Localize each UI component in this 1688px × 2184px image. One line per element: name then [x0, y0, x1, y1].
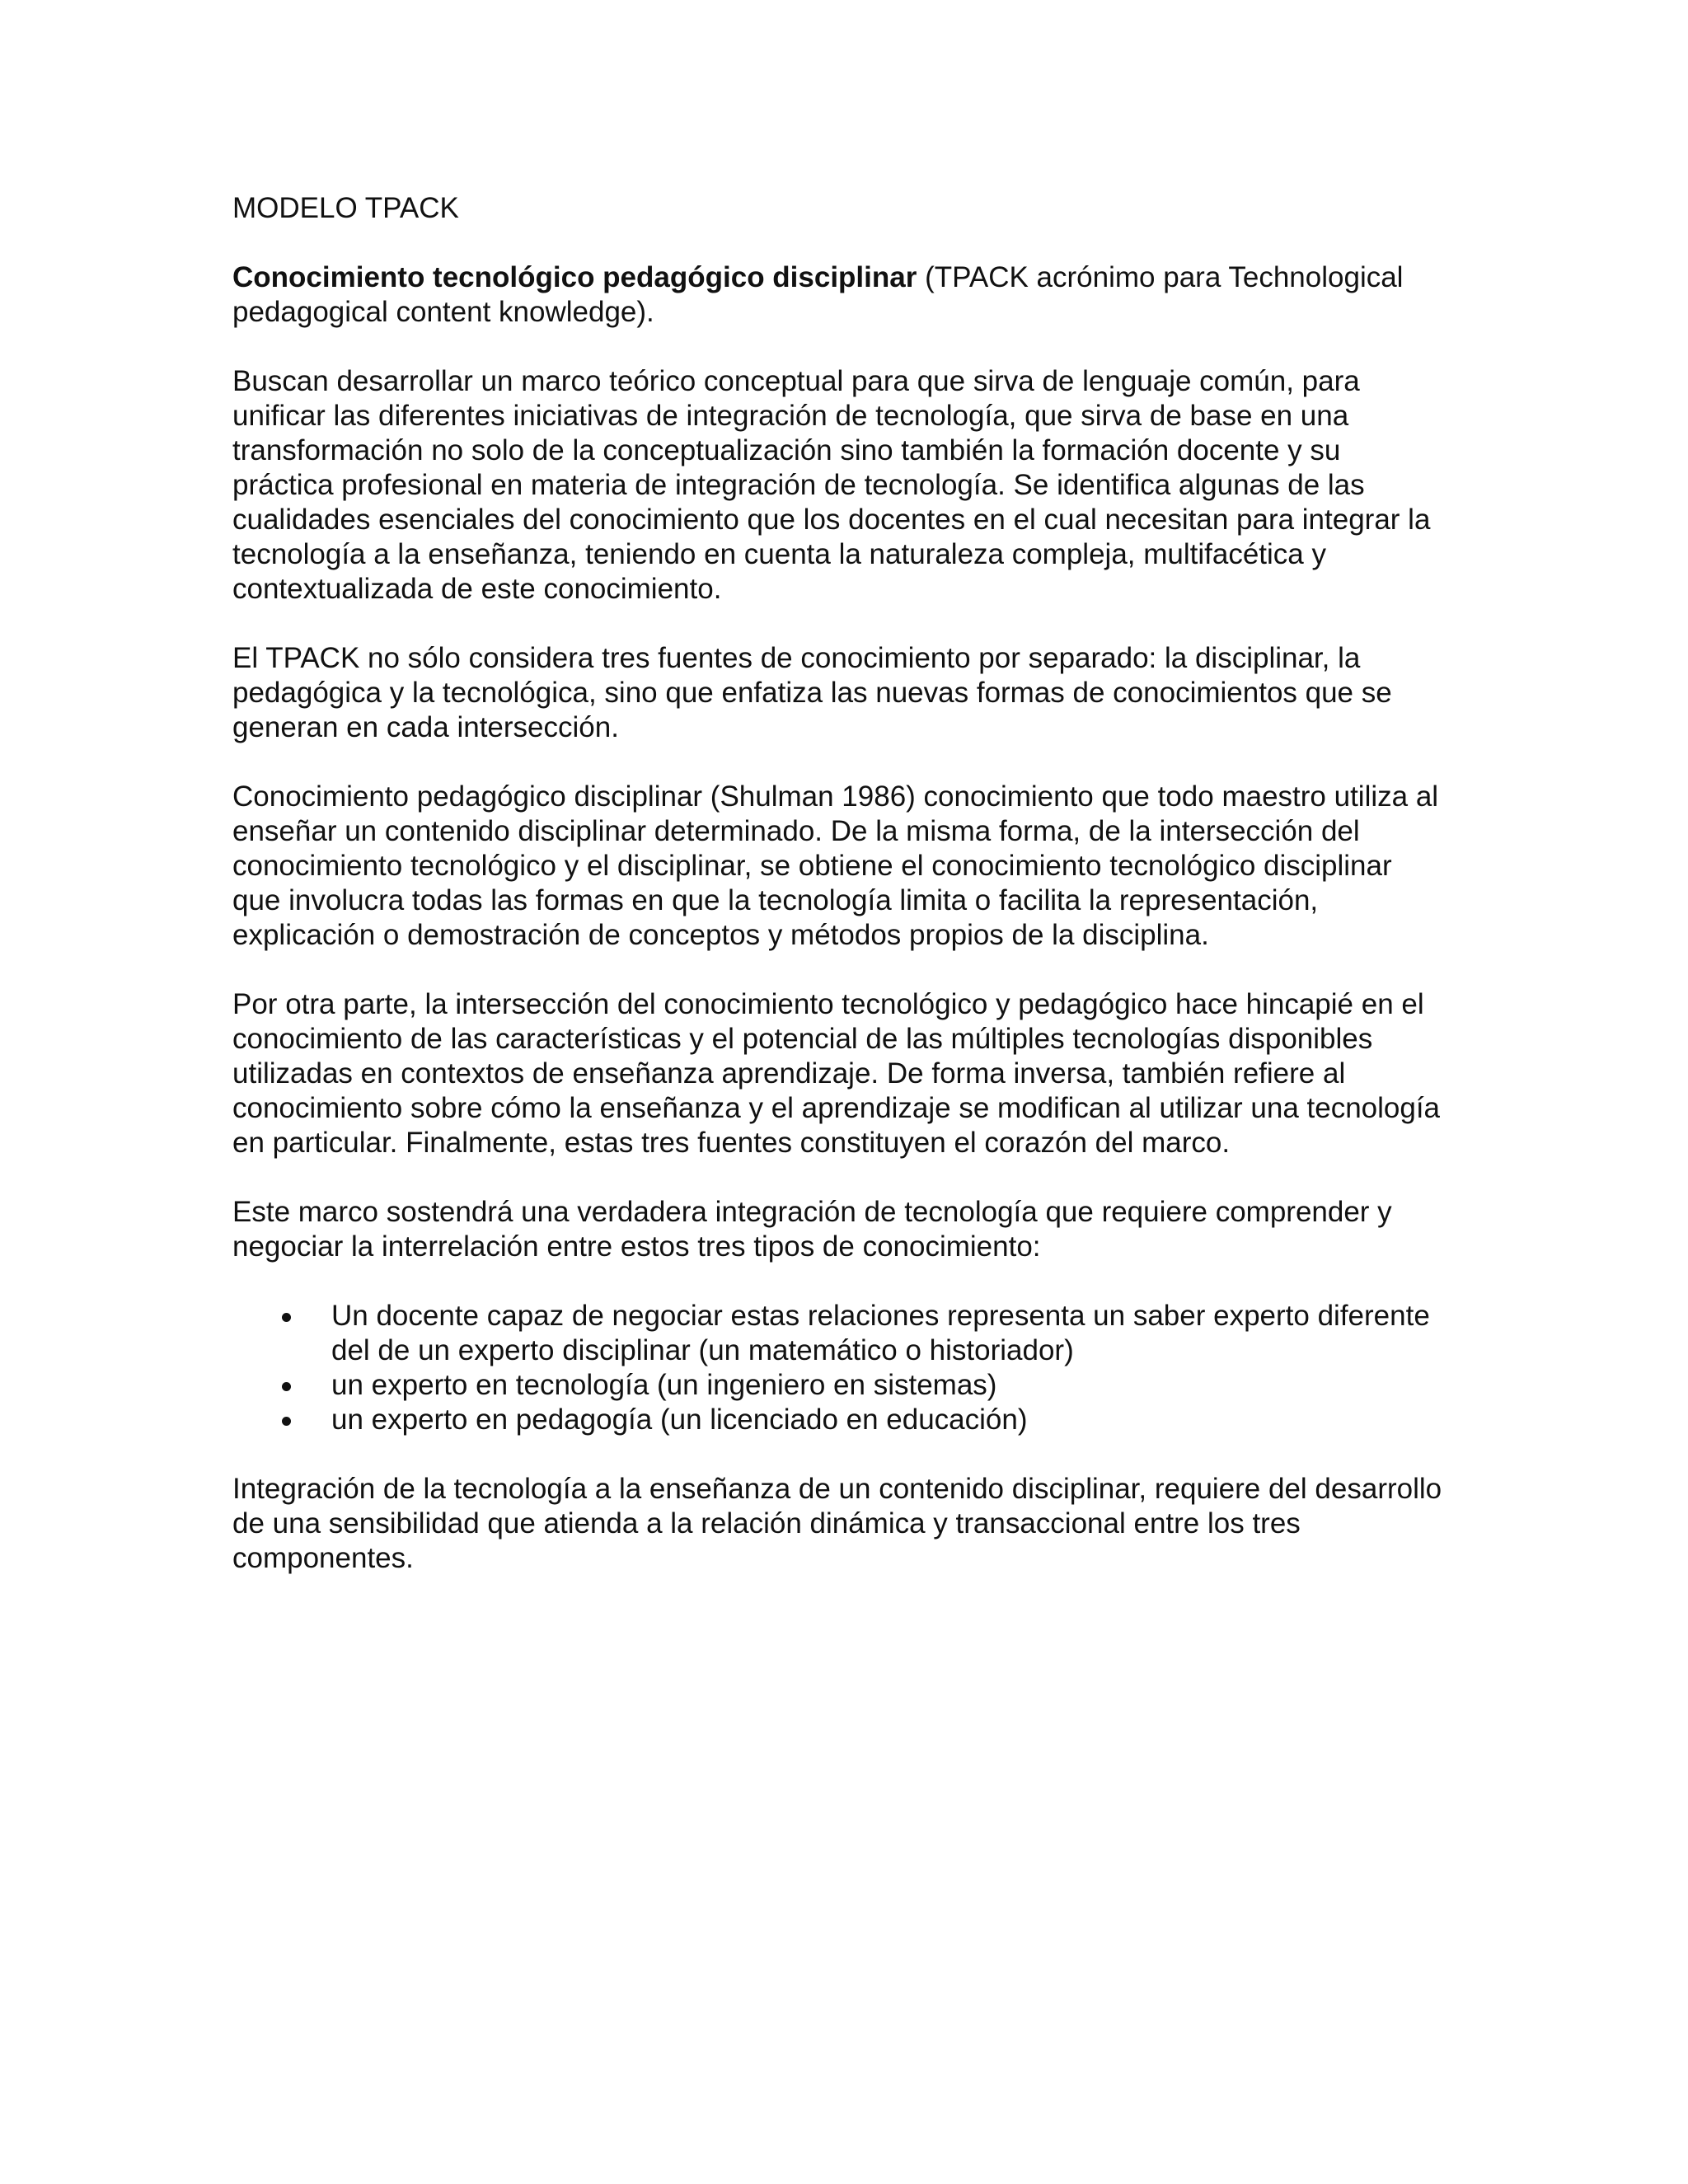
bullet-icon — [282, 1417, 291, 1426]
intro-rest-text: (TPACK acrónimo para Technological pedagogical content knowledge). — [232, 261, 1404, 328]
paragraph-integration: Este marco sostendrá una verdadera integración de tecnología que requiere comprender y negociar la interrelación entre estos tres tipos de conocimiento: — [232, 1196, 1392, 1263]
paragraph-pck: Conocimiento pedagógico disciplinar (Shulman 1986) conocimiento que todo maestro utiliza al enseñar un contenido disciplinar determinado. De la misma forma, de la intersección del conocimiento tecnológico y el disciplinar, se obtiene el conocimiento tecnológico disciplinar que involucra todas las formas en que la tecnología limita o facilita la representación, explicación o demostración de conceptos y métodos propios de la disciplina. — [232, 780, 1439, 951]
document-page — [232, 191, 1444, 1610]
paragraph-framework: Buscan desarrollar un marco teórico conceptual para que sirva de lenguaje común, para unificar las diferentes iniciativas de integración de tecnología, que sirva de base en una transformación no solo de la conceptualización sino también la formación docente y su práctica profesional en materia de integración de tecnología. Se identifica algunas de las cualidades esenciales del conocimiento que los docentes en el cual necesitan para integrar la tecnología a la enseñanza, teniendo en cuenta la naturaleza compleja, multifacética y contextualizada de este conocimiento. — [232, 365, 1431, 605]
list-item-text: Un docente capaz de negociar estas relaciones representa un saber experto diferente del de un experto disciplinar (un matemático o historiador) — [331, 1300, 1430, 1366]
list-item — [232, 1368, 1444, 1403]
list-item — [232, 1299, 1444, 1368]
list-item — [232, 1403, 1444, 1437]
document-title: MODELO TPACK — [232, 192, 459, 224]
paragraph-tpk: Por otra parte, la intersección del conocimiento tecnológico y pedagógico hace hincapié en el conocimiento de las características y el potencial de las múltiples tecnologías disponibles utilizadas en contextos de enseñanza aprendizaje. De forma inversa, también refiere al conocimiento sobre cómo la enseñanza y el aprendizaje se modifican al utilizar una tecnología en particular. Finalmente, estas tres fuentes constituyen el corazón del marco. — [232, 988, 1441, 1159]
intro-bold-term: Conocimiento tecnológico pedagógico disciplinar — [232, 261, 917, 293]
intro-paragraph — [232, 260, 1444, 330]
paragraph-sources: El TPACK no sólo considera tres fuentes de conocimiento por separado: la disciplinar, la pedagógica y la tecnológica, sino que enfatiza las nuevas formas de conocimientos que se generan en cada intersección. — [232, 642, 1392, 743]
list-item-text: un experto en pedagogía (un licenciado en educación) — [331, 1404, 1028, 1436]
expert-bullet-list — [232, 1299, 1444, 1437]
bullet-icon — [282, 1382, 291, 1391]
closing-paragraph: Integración de la tecnología a la enseñanza de un contenido disciplinar, requiere del desarrollo de una sensibilidad que atienda a la relación dinámica y transaccional entre los tres componentes. — [232, 1473, 1442, 1574]
bullet-icon — [282, 1313, 291, 1322]
list-item-text: un experto en tecnología (un ingeniero en sistemas) — [331, 1369, 997, 1401]
